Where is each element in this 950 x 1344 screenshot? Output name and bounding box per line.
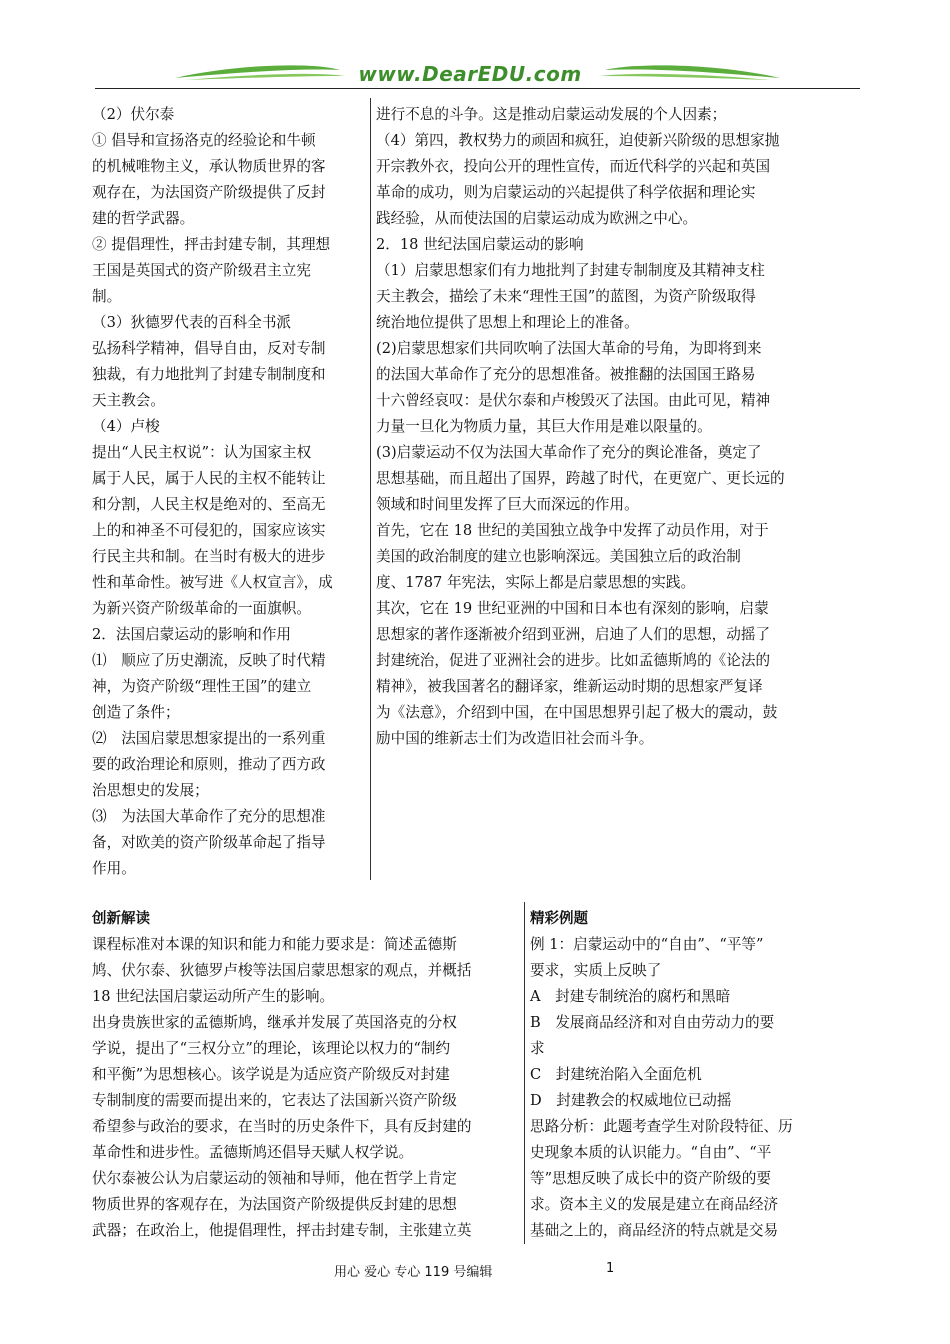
text-line: 例 1：启蒙运动中的“自由”、“平等”	[530, 936, 764, 953]
text-line: 史现象本质的认识能力。“自由”、“平	[530, 1144, 772, 1161]
bottom-column-divider	[524, 902, 525, 1244]
text-line: （2）伏尔泰	[92, 106, 175, 123]
section-title-innovation: 创新解读	[92, 911, 150, 927]
text-line: 和平衡”为思想核心。该学说是为适应资产阶级反对封建	[92, 1066, 450, 1083]
text-line: (3)启蒙运动不仅为法国大革命作了充分的舆论准备，奠定了	[376, 444, 762, 461]
text-line: 为新兴资产阶级革命的一面旗帜。	[92, 600, 311, 617]
text-line: 天主教会。	[92, 392, 165, 409]
column-divider	[370, 98, 371, 880]
text-line: 提出“人民主权说”：认为国家主权	[92, 444, 312, 461]
text-line: ⑶ 为法国大革命作了充分的思想准	[92, 808, 326, 825]
top-left-column	[92, 102, 362, 882]
text-line: 上的和神圣不可侵犯的，国家应该实	[92, 522, 326, 539]
text-line: 领域和时间里发挥了巨大而深远的作用。	[376, 496, 639, 513]
text-line: 治思想史的发展；	[92, 782, 209, 799]
text-line: 备，对欧美的资产阶级革命起了指导	[92, 834, 326, 851]
text-line: 的机械唯物主义，承认物质世界的客	[92, 158, 326, 175]
text-line: 创造了条件；	[92, 704, 180, 721]
text-line: 的法国大革命作了充分的思想准备。被推翻的法国国王路易	[376, 366, 756, 383]
text-line: ② 提倡理性，抨击封建专制，其理想	[92, 236, 331, 253]
text-line: 首先，它在 18 世纪的美国独立战争中发挥了动员作用，对于	[376, 522, 769, 539]
text-line: 力量一旦化为物质力量，其巨大作用是难以限量的。	[376, 418, 712, 435]
text-line: 希望参与政治的要求，在当时的历史条件下，具有反封建的	[92, 1118, 472, 1135]
text-line: 观存在，为法国资产阶级提供了反封	[92, 184, 326, 201]
text-line: 思想基础，而且超出了国界，跨越了时代，在更宽广、更长远的	[376, 470, 785, 487]
text-line: 伏尔泰被公认为启蒙运动的领袖和导师，他在哲学上肯定	[92, 1170, 457, 1187]
text-line: 精神》，被我国著名的翻译家，维新运动时期的思想家严复译	[376, 678, 763, 695]
text-line: 物质世界的客观存在，为法国资产阶级提供反封建的思想	[92, 1196, 457, 1213]
text-line: 等”思想反映了成长中的资产阶级的要	[530, 1170, 771, 1187]
text-line: 独裁，有力地批判了封建专制制度和	[92, 366, 326, 383]
text-line: A 封建专制统治的腐朽和黑暗	[530, 988, 731, 1005]
section-title-examples: 精彩例题	[530, 911, 588, 927]
text-line: 革命性和进步性。孟德斯鸠还倡导天赋人权学说。	[92, 1144, 414, 1161]
text-line: 励中国的维新志士们为改造旧社会而斗争。	[376, 730, 654, 747]
bottom-left-column	[92, 906, 520, 1244]
text-line: 要的政治理论和原则，推动了西方政	[92, 756, 326, 773]
text-line: 神，为资产阶级“理性王国”的建立	[92, 678, 312, 695]
text-line: 出身贵族世家的孟德斯鸠，继承并发展了英国洛克的分权	[92, 1014, 457, 1031]
text-line: (2)启蒙思想家们共同吹响了法国大革命的号角，为即将到来	[376, 340, 762, 357]
text-line: 建的哲学武器。	[92, 210, 195, 227]
text-line: 18 世纪法国启蒙运动所产生的影响。	[92, 988, 335, 1005]
text-line: 专制制度的需要而提出来的，它表达了法国新兴资产阶级	[92, 1092, 457, 1109]
top-right-column	[376, 102, 826, 752]
text-line: 武器；在政治上，他提倡理性，抨击封建专制，主张建立英	[92, 1222, 472, 1239]
text-line: 课程标准对本课的知识和能力和能力要求是：简述孟德斯	[92, 936, 457, 953]
page-number: 1	[606, 1261, 615, 1276]
text-line: B 发展商品经济和对自由劳动力的要	[530, 1014, 775, 1031]
text-line: 性和革命性。被写进《人权宣言》，成	[92, 574, 333, 591]
footer-credit: 用心 爱心 专心 119 号编辑	[334, 1265, 493, 1280]
text-line: 十六曾经哀叹：是伏尔泰和卢梭毁灭了法国。由此可见，精神	[376, 392, 771, 409]
text-line: 度、1787 年宪法，实际上都是启蒙思想的实践。	[376, 574, 696, 591]
text-line: 2．18 世纪法国启蒙运动的影响	[376, 236, 584, 253]
text-line: 制。	[92, 288, 122, 305]
text-line: 基础之上的，商品经济的特点就是交易	[530, 1222, 779, 1239]
text-line: 进行不息的斗争。这是推动启蒙运动发展的个人因素；	[376, 106, 727, 123]
text-line: 和分割，人民主权是绝对的、至高无	[92, 496, 326, 513]
text-line: 属于人民，属于人民的主权不能转让	[92, 470, 326, 487]
text-line: ⑴ 顺应了历史潮流，反映了时代精	[92, 652, 326, 669]
text-line: ⑵ 法国启蒙思想家提出的一系列重	[92, 730, 326, 747]
text-line: 弘扬科学精神，倡导自由，反对专制	[92, 340, 326, 357]
text-line: （1）启蒙思想家们有力地批判了封建专制制度及其精神支柱	[376, 262, 765, 279]
site-logo-text[interactable]: www.DearEDU.com	[358, 62, 582, 86]
text-line: （4）第四，教权势力的顽固和疯狂，迫使新兴阶级的思想家抛	[376, 132, 780, 149]
text-line: （4）卢梭	[92, 418, 160, 435]
text-line: 其次，它在 19 世纪亚洲的中国和日本也有深刻的影响，启蒙	[376, 600, 769, 617]
text-line: 求	[530, 1040, 545, 1057]
text-line: C 封建统治陷入全面危机	[530, 1066, 702, 1083]
text-line: （3）狄德罗代表的百科全书派	[92, 314, 292, 331]
text-line: 王国是英国式的资产阶级君主立宪	[92, 262, 311, 279]
bottom-right-column	[530, 906, 830, 1244]
text-line: 行民主共和制。在当时有极大的进步	[92, 548, 326, 565]
text-line: 天主教会，描绘了未来“理性王国”的蓝图，为资产阶级取得	[376, 288, 756, 305]
text-line: ① 倡导和宣扬洛克的经验论和牛顿	[92, 132, 316, 149]
text-line: 求。资本主义的发展是建立在商品经济	[530, 1196, 779, 1213]
text-line: 统治地位提供了思想上和理论上的准备。	[376, 314, 639, 331]
text-line: 革命的成功，则为启蒙运动的兴起提供了科学依据和理论实	[376, 184, 756, 201]
text-line: D 封建教会的权威地位已动摇	[530, 1092, 732, 1109]
text-line: 学说，提出了“三权分立”的理论，该理论以权力的“制约	[92, 1040, 451, 1057]
text-line: 美国的政治制度的建立也影响深远。美国独立后的政治制	[376, 548, 741, 565]
header-rule	[95, 88, 860, 89]
text-line: 鸠、伏尔泰、狄德罗卢梭等法国启蒙思想家的观点，并概括	[92, 962, 472, 979]
text-line: 作用。	[92, 860, 136, 877]
text-line: 思路分析：此题考查学生对阶段特征、历	[530, 1118, 793, 1135]
text-line: 封建统治，促进了亚洲社会的进步。比如孟德斯鸠的《论法的	[376, 652, 771, 669]
text-line: 为《法意》，介绍到中国，在中国思想界引起了极大的震动，鼓	[376, 704, 778, 721]
text-line: 2．法国启蒙运动的影响和作用	[92, 626, 292, 643]
text-line: 要求，实质上反映了	[530, 962, 662, 979]
text-line: 践经验，从而使法国的启蒙运动成为欧洲之中心。	[376, 210, 698, 227]
text-line: 开宗教外衣，投向公开的理性宣传，而近代科学的兴起和英国	[376, 158, 771, 175]
text-line: 思想家的著作逐渐被介绍到亚洲，启迪了人们的思想，动摇了	[376, 626, 771, 643]
